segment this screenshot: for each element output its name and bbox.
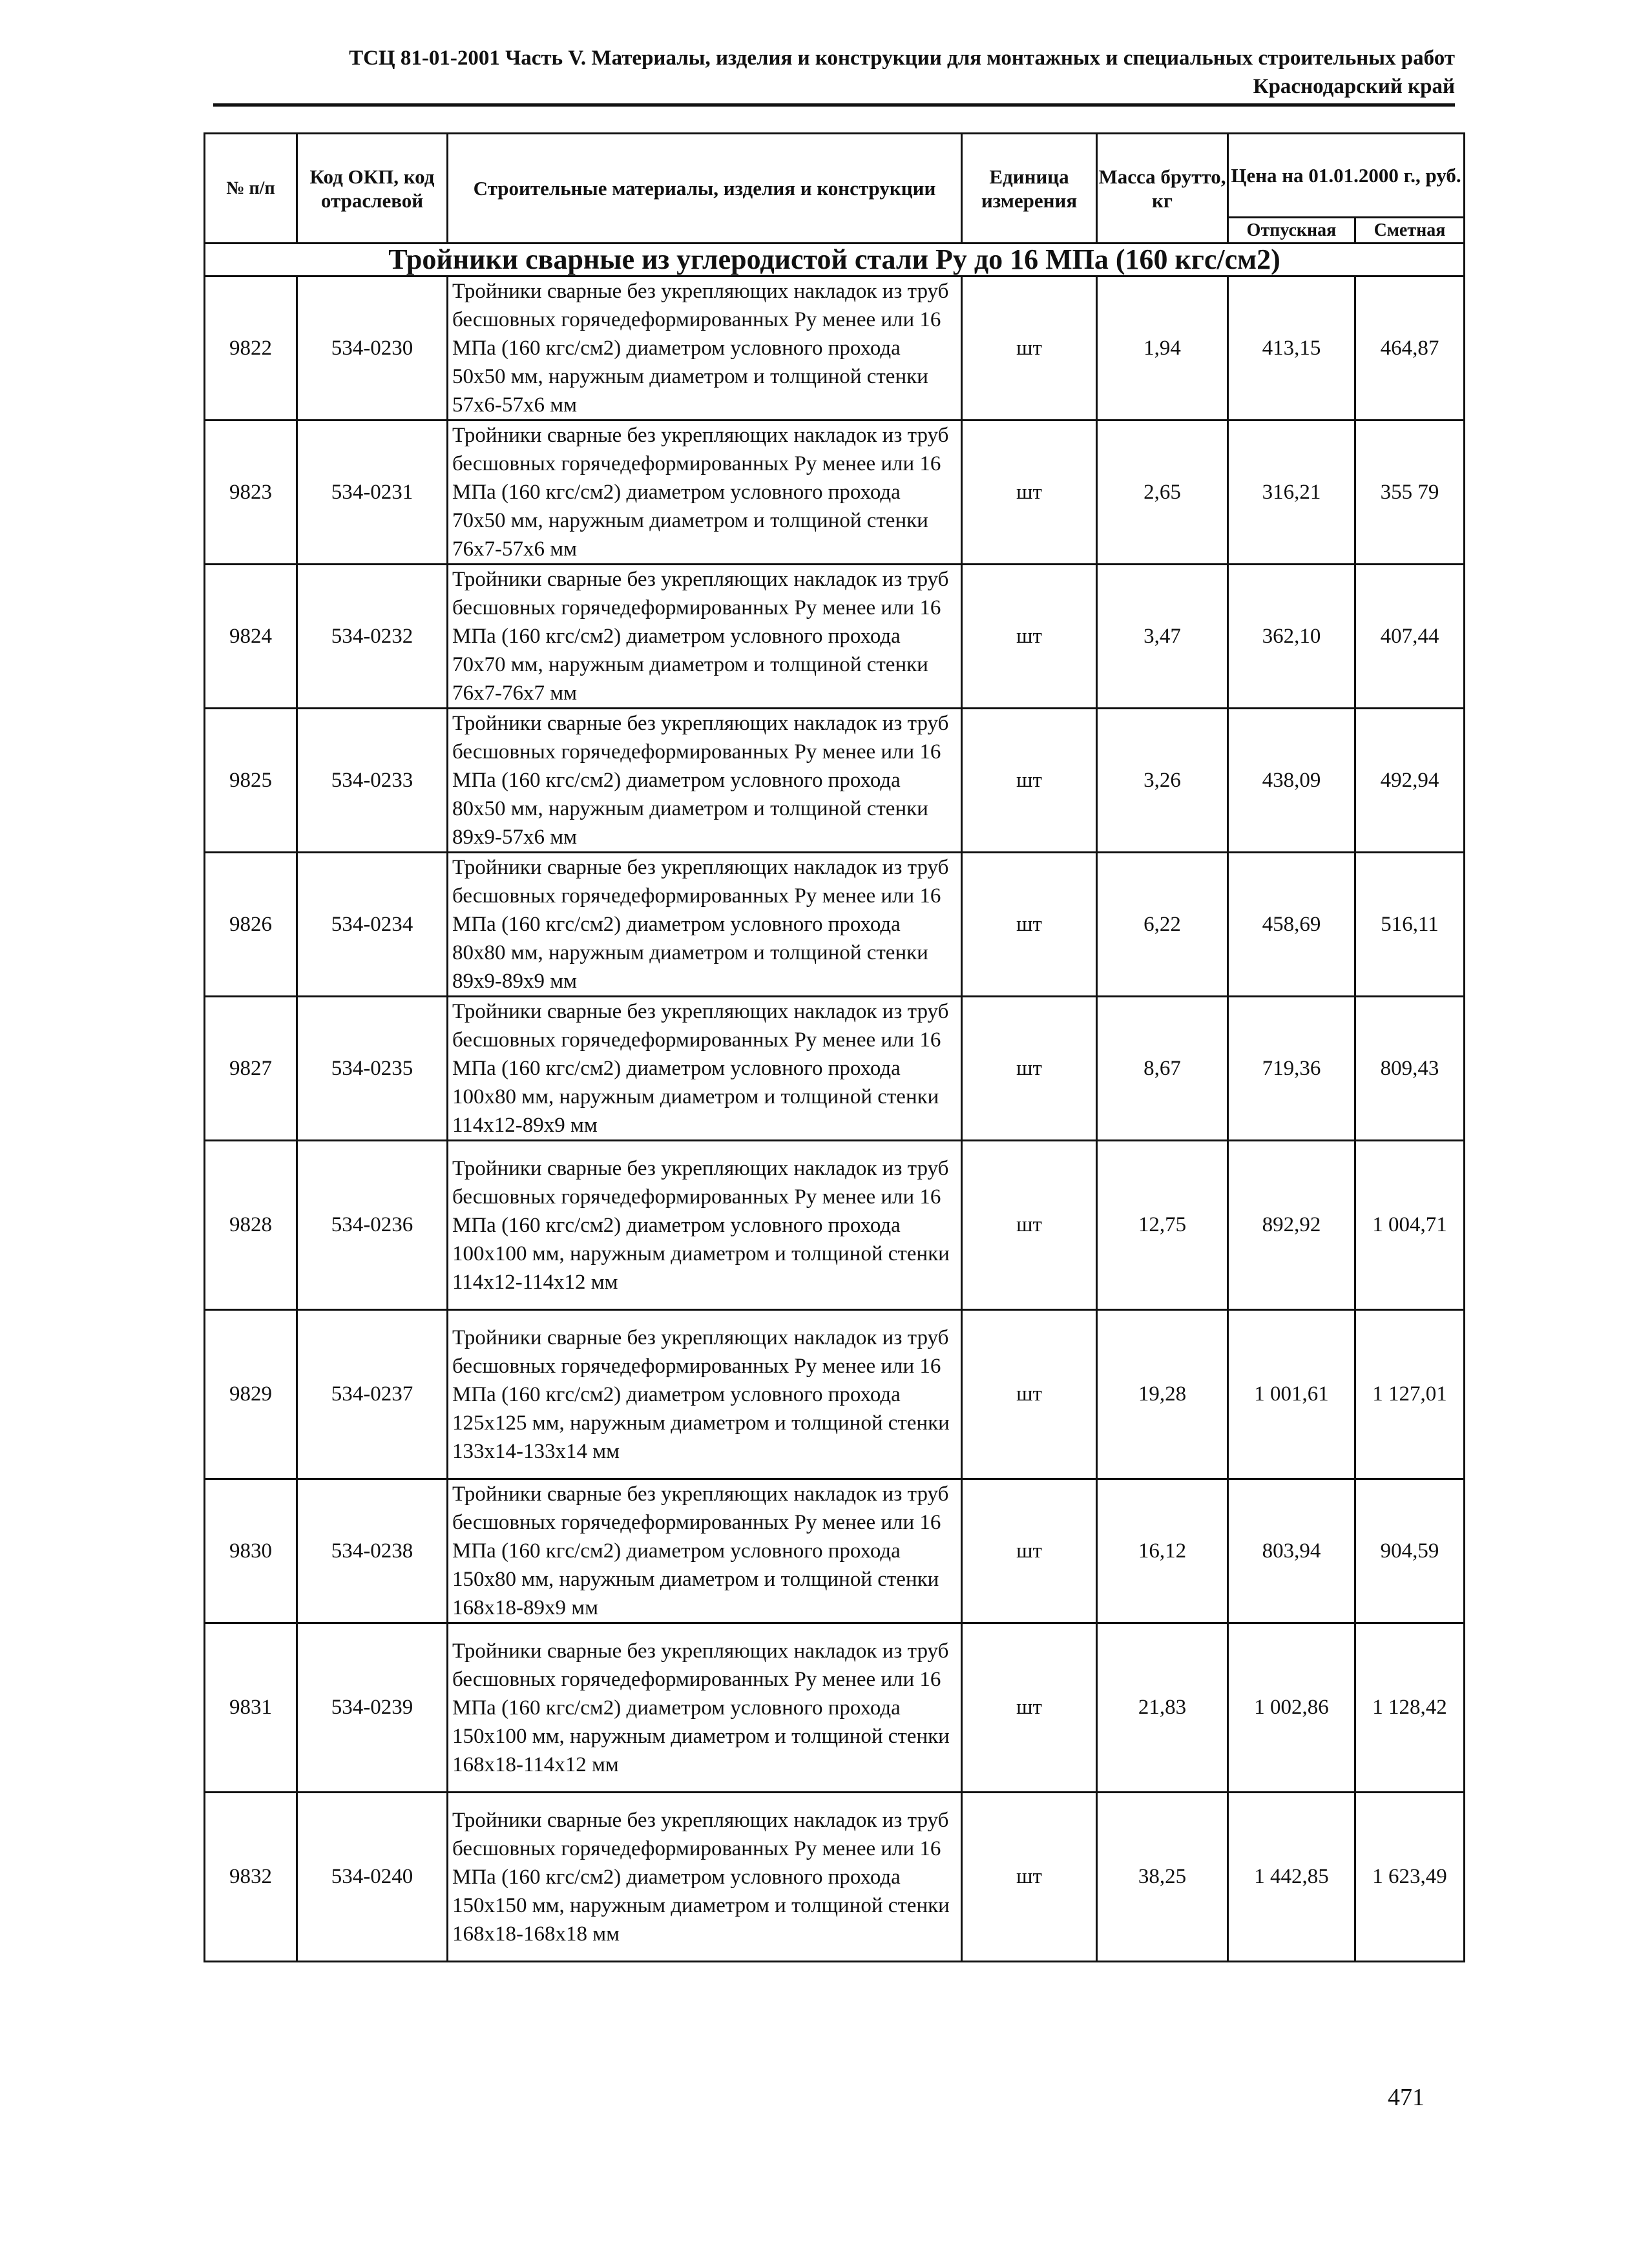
row-price-estimate: 492,94 bbox=[1355, 709, 1465, 853]
row-code: 534-0235 bbox=[297, 997, 448, 1141]
row-num: 9824 bbox=[205, 565, 297, 709]
row-price-release: 1 001,61 bbox=[1228, 1310, 1355, 1479]
table-row bbox=[205, 421, 1465, 565]
row-price-estimate: 1 004,71 bbox=[1355, 1141, 1465, 1310]
row-price-estimate: 464,87 bbox=[1355, 276, 1465, 421]
col-header-price: Цена на 01.01.2000 г., руб. bbox=[1228, 134, 1465, 218]
row-code: 534-0238 bbox=[297, 1479, 448, 1623]
row-mass: 6,22 bbox=[1097, 853, 1228, 997]
row-unit: шт bbox=[962, 1141, 1097, 1310]
row-num: 9827 bbox=[205, 997, 297, 1141]
row-description: Тройники сварные без укрепляющих накладок из труб бесшовных горячедеформированных Ру менее или 16 МПа (160 кгс/см2) диаметром условного прохода 70х50 мм, наружным диаметром и толщиной стенки 76х7-57х6 мм bbox=[448, 421, 962, 565]
table-row bbox=[205, 1310, 1465, 1479]
table-row bbox=[205, 1479, 1465, 1623]
row-code: 534-0240 bbox=[297, 1793, 448, 1962]
row-mass: 8,67 bbox=[1097, 997, 1228, 1141]
row-num: 9822 bbox=[205, 276, 297, 421]
row-description: Тройники сварные без укрепляющих накладок из труб бесшовных горячедеформированных Ру менее или 16 МПа (160 кгс/см2) диаметром условного прохода 150х80 мм, наружным диаметром и толщиной стенки 168х18-89х9 мм bbox=[448, 1479, 962, 1623]
row-code: 534-0234 bbox=[297, 853, 448, 997]
row-description: Тройники сварные без укрепляющих накладок из труб бесшовных горячедеформированных Ру менее или 16 МПа (160 кгс/см2) диаметром условного прохода 125х125 мм, наружным диаметром и толщиной стенки 133х14-133х14 мм bbox=[448, 1310, 962, 1479]
row-price-estimate: 1 623,49 bbox=[1355, 1793, 1465, 1962]
row-price-release: 719,36 bbox=[1228, 997, 1355, 1141]
row-unit: шт bbox=[962, 1623, 1097, 1793]
table-row bbox=[205, 1141, 1465, 1310]
row-unit: шт bbox=[962, 997, 1097, 1141]
row-price-estimate: 904,59 bbox=[1355, 1479, 1465, 1623]
section-title: Тройники сварные из углеродистой стали Ру до 16 МПа (160 кгс/см2) bbox=[205, 244, 1465, 276]
row-mass: 3,47 bbox=[1097, 565, 1228, 709]
row-price-estimate: 1 127,01 bbox=[1355, 1310, 1465, 1479]
row-description: Тройники сварные без укрепляющих накладок из труб бесшовных горячедеформированных Ру менее или 16 МПа (160 кгс/см2) диаметром условного прохода 100х100 мм, наружным диаметром и толщиной стенки 114х12-114х12 мм bbox=[448, 1141, 962, 1310]
row-num: 9829 bbox=[205, 1310, 297, 1479]
row-unit: шт bbox=[962, 421, 1097, 565]
row-price-estimate: 1 128,42 bbox=[1355, 1623, 1465, 1793]
table-row bbox=[205, 853, 1465, 997]
row-price-release: 316,21 bbox=[1228, 421, 1355, 565]
row-num: 9831 bbox=[205, 1623, 297, 1793]
row-num: 9828 bbox=[205, 1141, 297, 1310]
row-unit: шт bbox=[962, 709, 1097, 853]
row-price-release: 1 002,86 bbox=[1228, 1623, 1355, 1793]
row-description: Тройники сварные без укрепляющих накладок из труб бесшовных горячедеформированных Ру менее или 16 МПа (160 кгс/см2) диаметром условного прохода 150х150 мм, наружным диаметром и толщиной стенки 168х18-168х18 мм bbox=[448, 1793, 962, 1962]
row-code: 534-0233 bbox=[297, 709, 448, 853]
row-description: Тройники сварные без укрепляющих накладок из труб бесшовных горячедеформированных Ру менее или 16 МПа (160 кгс/см2) диаметром условного прохода 80х50 мм, наружным диаметром и толщиной стенки 89х9-57х6 мм bbox=[448, 709, 962, 853]
row-description: Тройники сварные без укрепляющих накладок из труб бесшовных горячедеформированных Ру менее или 16 МПа (160 кгс/см2) диаметром условного прохода 80х80 мм, наружным диаметром и толщиной стенки 89х9-89х9 мм bbox=[448, 853, 962, 997]
row-num: 9832 bbox=[205, 1793, 297, 1962]
row-description: Тройники сварные без укрепляющих накладок из труб бесшовных горячедеформированных Ру менее или 16 МПа (160 кгс/см2) диаметром условного прохода 150х100 мм, наружным диаметром и толщиной стенки 168х18-114х12 мм bbox=[448, 1623, 962, 1793]
row-num: 9825 bbox=[205, 709, 297, 853]
row-unit: шт bbox=[962, 1479, 1097, 1623]
region-label: Краснодарский край bbox=[1253, 75, 1455, 98]
table-row bbox=[205, 565, 1465, 709]
table-row bbox=[205, 276, 1465, 421]
row-mass: 16,12 bbox=[1097, 1479, 1228, 1623]
price-table bbox=[204, 132, 1465, 1962]
table-row bbox=[205, 997, 1465, 1141]
row-unit: шт bbox=[962, 853, 1097, 997]
row-description: Тройники сварные без укрепляющих накладок из труб бесшовных горячедеформированных Ру менее или 16 МПа (160 кгс/см2) диаметром условного прохода 100х80 мм, наружным диаметром и толщиной стенки 114х12-89х9 мм bbox=[448, 997, 962, 1141]
col-header-price-estimate: Сметная bbox=[1355, 218, 1465, 244]
row-price-release: 803,94 bbox=[1228, 1479, 1355, 1623]
col-header-unit: Единица измерения bbox=[962, 134, 1097, 244]
row-num: 9826 bbox=[205, 853, 297, 997]
row-price-estimate: 516,11 bbox=[1355, 853, 1465, 997]
row-mass: 19,28 bbox=[1097, 1310, 1228, 1479]
row-description: Тройники сварные без укрепляющих накладок из труб бесшовных горячедеформированных Ру менее или 16 МПа (160 кгс/см2) диаметром условного прохода 70х70 мм, наружным диаметром и толщиной стенки 76х7-76х7 мм bbox=[448, 565, 962, 709]
row-price-release: 413,15 bbox=[1228, 276, 1355, 421]
row-mass: 12,75 bbox=[1097, 1141, 1228, 1310]
row-mass: 1,94 bbox=[1097, 276, 1228, 421]
table-row bbox=[205, 1623, 1465, 1793]
row-price-release: 458,69 bbox=[1228, 853, 1355, 997]
row-code: 534-0232 bbox=[297, 565, 448, 709]
col-header-code: Код ОКП, код отраслевой bbox=[297, 134, 448, 244]
row-mass: 21,83 bbox=[1097, 1623, 1228, 1793]
row-mass: 3,26 bbox=[1097, 709, 1228, 853]
row-price-release: 438,09 bbox=[1228, 709, 1355, 853]
page-number: 471 bbox=[1388, 2084, 1425, 2111]
col-header-mass: Масса брутто, кг bbox=[1097, 134, 1228, 244]
row-price-release: 892,92 bbox=[1228, 1141, 1355, 1310]
row-unit: шт bbox=[962, 1793, 1097, 1962]
document-title: ТСЦ 81-01-2001 Часть V. Материалы, изделия и конструкции для монтажных и специальных строительных работ bbox=[349, 47, 1455, 70]
row-mass: 2,65 bbox=[1097, 421, 1228, 565]
row-unit: шт bbox=[962, 276, 1097, 421]
table-row bbox=[205, 1793, 1465, 1962]
row-mass: 38,25 bbox=[1097, 1793, 1228, 1962]
row-price-estimate: 355 79 bbox=[1355, 421, 1465, 565]
col-header-price-release: Отпускная bbox=[1228, 218, 1355, 244]
col-header-name: Строительные материалы, изделия и конструкции bbox=[448, 134, 962, 244]
header-rule bbox=[213, 103, 1455, 107]
row-num: 9823 bbox=[205, 421, 297, 565]
table-row bbox=[205, 709, 1465, 853]
col-header-num: № п/п bbox=[205, 134, 297, 244]
row-price-estimate: 407,44 bbox=[1355, 565, 1465, 709]
row-description: Тройники сварные без укрепляющих накладок из труб бесшовных горячедеформированных Ру менее или 16 МПа (160 кгс/см2) диаметром условного прохода 50х50 мм, наружным диаметром и толщиной стенки 57х6-57х6 мм bbox=[448, 276, 962, 421]
row-code: 534-0230 bbox=[297, 276, 448, 421]
row-code: 534-0239 bbox=[297, 1623, 448, 1793]
row-price-release: 362,10 bbox=[1228, 565, 1355, 709]
row-price-estimate: 809,43 bbox=[1355, 997, 1465, 1141]
row-code: 534-0237 bbox=[297, 1310, 448, 1479]
row-code: 534-0231 bbox=[297, 421, 448, 565]
row-price-release: 1 442,85 bbox=[1228, 1793, 1355, 1962]
row-code: 534-0236 bbox=[297, 1141, 448, 1310]
row-unit: шт bbox=[962, 565, 1097, 709]
row-unit: шт bbox=[962, 1310, 1097, 1479]
row-num: 9830 bbox=[205, 1479, 297, 1623]
